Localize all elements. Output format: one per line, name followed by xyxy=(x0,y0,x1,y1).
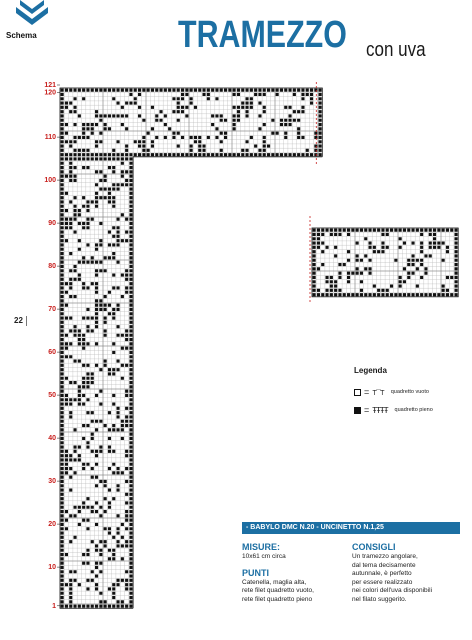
consigli-line: Un tramezzo angolare, xyxy=(352,553,418,560)
row-number-label: 60 xyxy=(48,349,56,357)
legend-item-full xyxy=(354,401,464,419)
row-number-label: 120 xyxy=(44,89,56,97)
consigli-line: dal tema decisamente xyxy=(352,561,416,569)
materials-bar: - BABYLO DMC N.20 - UNCINETTO N.1,25 xyxy=(242,522,460,534)
row-number-label: 20 xyxy=(48,521,56,529)
consigli-heading: CONSIGLI xyxy=(352,542,396,552)
page-number: 22 xyxy=(14,316,23,325)
row-number-label: 100 xyxy=(44,177,56,185)
legend xyxy=(354,366,464,419)
punti-line: rete filet quadretto pieno xyxy=(242,595,313,603)
empty-stitch-symbol: ⊤‾⊤ xyxy=(372,387,384,397)
row-number-label: 40 xyxy=(48,435,56,443)
consigli-line: nei colori dell'uva disponibili xyxy=(352,587,433,594)
punti-line: rete filet quadretto vuoto, xyxy=(242,587,314,594)
row-number-label: 1 xyxy=(52,602,56,610)
full-stitch-symbol: ŦŦŦŦ xyxy=(372,405,388,415)
legend-label-full: quadretto pieno xyxy=(394,407,433,413)
legend-label-empty: quadretto vuoto xyxy=(390,389,429,395)
info-right-column xyxy=(352,542,462,604)
punti-heading: PUNTI xyxy=(242,567,269,578)
legend-item-empty xyxy=(354,383,464,401)
row-number-label: 121 xyxy=(44,82,56,89)
row-number-label: 30 xyxy=(48,478,56,486)
section-label: Schema xyxy=(6,31,37,40)
legend-title: Legenda xyxy=(354,366,387,375)
row-number-label: 110 xyxy=(44,134,56,142)
misure-text: 10x61 cm circa xyxy=(242,553,286,560)
misure-heading: MISURE: xyxy=(242,542,280,552)
consigli-line: per essere realizzato xyxy=(352,578,413,586)
info-left-column xyxy=(242,542,347,604)
consigli-line: autunnale, è perfetto xyxy=(352,570,412,577)
row-number-label: 50 xyxy=(48,392,56,400)
row-number-label: 80 xyxy=(48,263,56,271)
punti-line: Catenella, maglia alta, xyxy=(242,578,307,586)
equals-sign: = xyxy=(364,405,370,415)
empty-square-icon xyxy=(354,389,361,396)
row-number-labels xyxy=(44,82,60,610)
equals-sign: = xyxy=(364,387,370,397)
filled-square-icon xyxy=(354,407,361,414)
row-number-label: 90 xyxy=(48,220,56,228)
consigli-line: nel filato suggerito. xyxy=(352,595,407,603)
page-title: TRAMEZZO xyxy=(178,14,347,56)
row-number-label: 10 xyxy=(48,564,56,572)
row-number-label: 70 xyxy=(48,306,56,314)
page-subtitle: con uva xyxy=(366,39,426,61)
repeat-chart xyxy=(310,216,458,303)
